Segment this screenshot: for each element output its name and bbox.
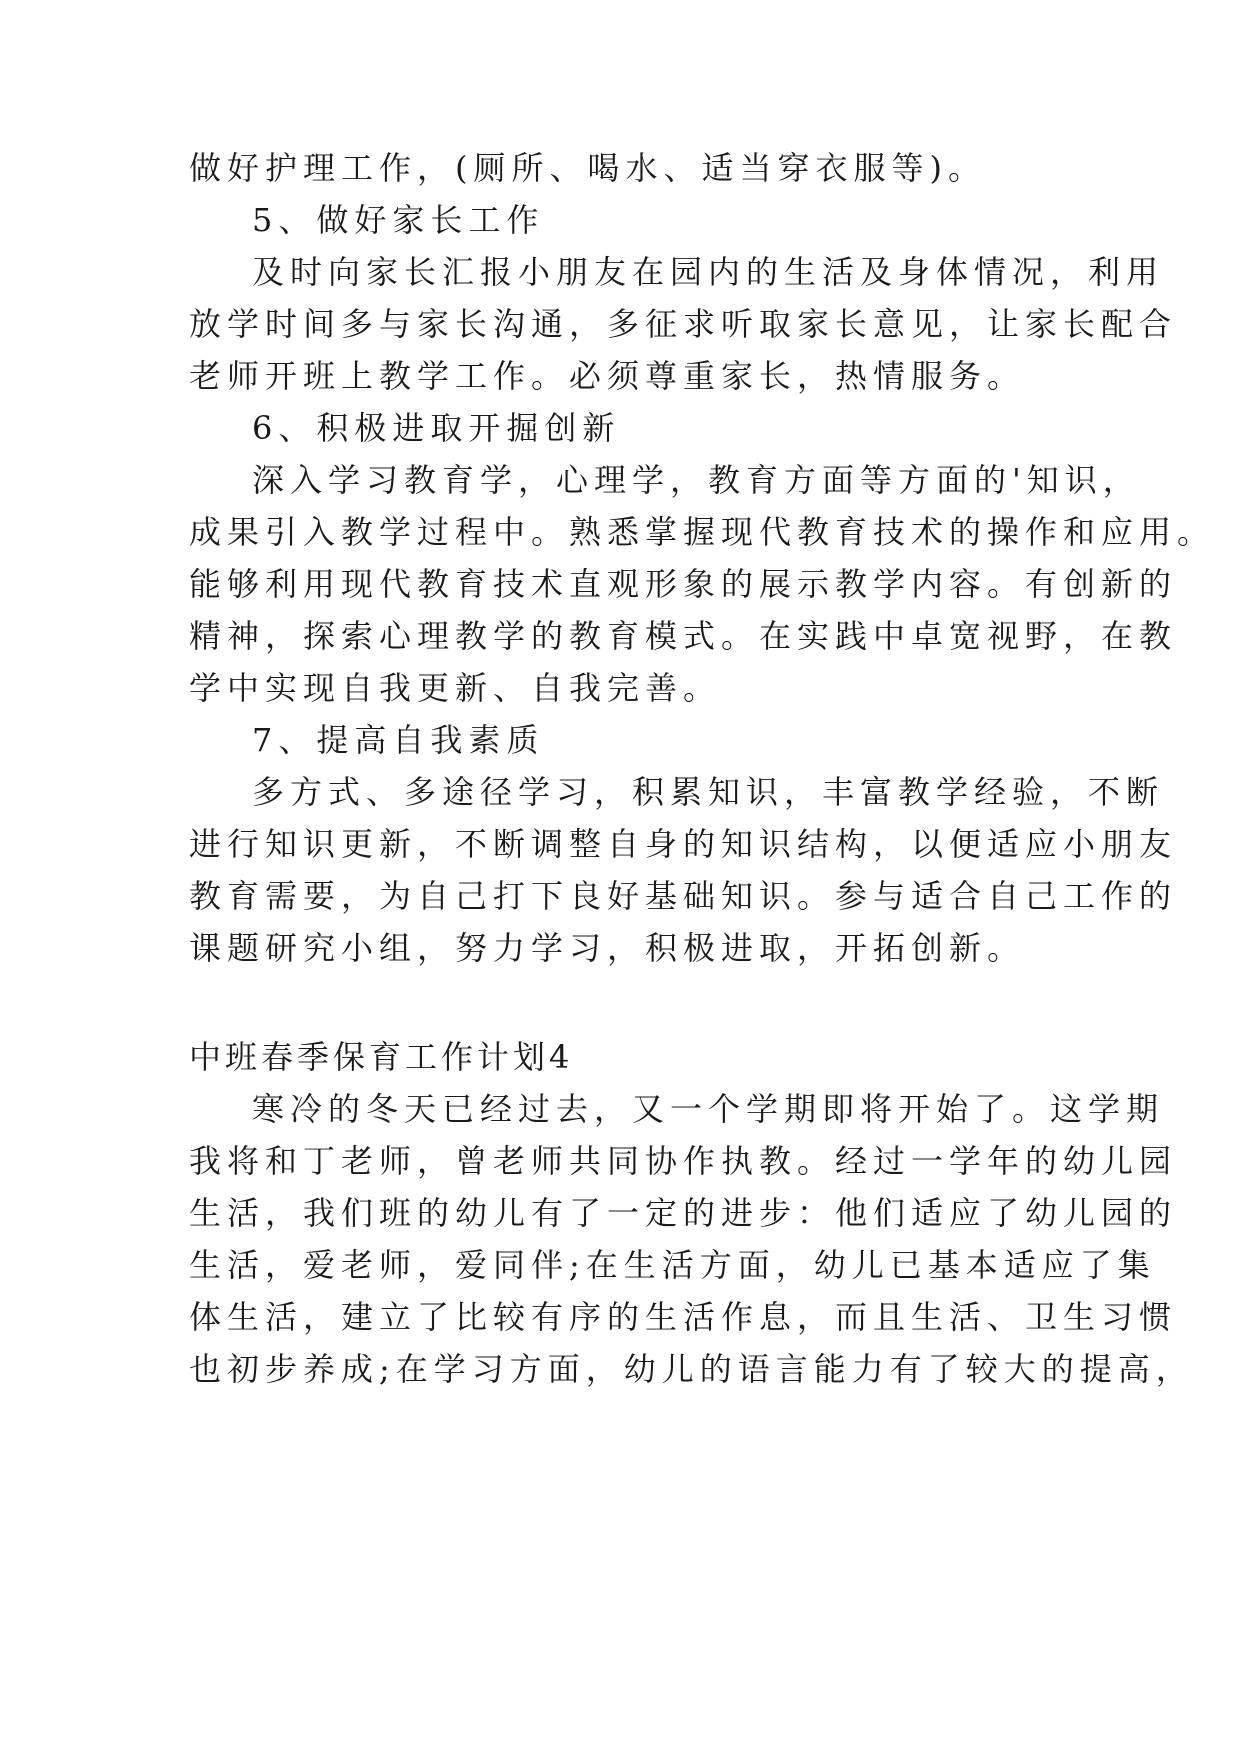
paragraph-line: 生活，我们班的幼儿有了一定的进步：他们适应了幼儿园的 [189,1194,1178,1232]
paragraph-line: 学中实现自我更新、自我完善。 [189,669,722,707]
paragraph-line: 深入学习教育学，心理学，教育方面等方面的'知识， [252,461,1141,499]
section-heading-5: 5、做好家长工作 [252,201,545,239]
paragraph-line: 放学时间多与家长沟通，多征求听取家长意见，让家长配合 [189,305,1178,343]
paragraph-line: 体生活，建立了比较有序的生活作息，而且生活、卫生习惯 [189,1298,1178,1336]
paragraph-line: 及时向家长汇报小朋友在园内的生活及身体情况，利用 [252,253,1165,291]
section-heading-7: 7、提高自我素质 [252,721,545,759]
paragraph-line: 老师开班上教学工作。必须尊重家长，热情服务。 [189,357,1026,395]
paragraph-line: 寒冷的冬天已经过去，又一个学期即将开始了。这学期 [252,1090,1165,1128]
paragraph-line: 成果引入教学过程中。熟悉掌握现代教育技术的操作和应用。 [189,513,1216,551]
paragraph-line: 多方式、多途径学习，积累知识，丰富教学经验，不断 [252,773,1165,811]
paragraph-line: 也初步养成;在学习方面，幼儿的语言能力有了较大的提高， [189,1350,1194,1388]
paragraph-line: 进行知识更新，不断调整自身的知识结构，以便适应小朋友 [189,825,1178,863]
paragraph-line: 生活，爱老师，爱同伴;在生活方面，幼儿已基本适应了集 [189,1246,1156,1284]
paragraph-line: 我将和丁老师，曾老师共同协作执教。经过一学年的幼儿园 [189,1142,1178,1180]
paragraph-line: 精神，探索心理教学的教育模式。在实践中卓宽视野，在教 [189,617,1178,655]
section-heading-6: 6、积极进取开掘创新 [252,409,621,447]
paragraph-line: 教育需要，为自己打下良好基础知识。参与适合自己工作的 [189,877,1178,915]
document-section-title: 中班春季保育工作计划4 [189,1038,574,1076]
paragraph-line: 能够利用现代教育技术直观形象的展示教学内容。有创新的 [189,565,1178,603]
paragraph-line: 做好护理工作，(厕所、喝水、适当穿衣服等)。 [189,149,986,187]
paragraph-line: 课题研究小组，努力学习，积极进取，开拓创新。 [189,929,1026,967]
